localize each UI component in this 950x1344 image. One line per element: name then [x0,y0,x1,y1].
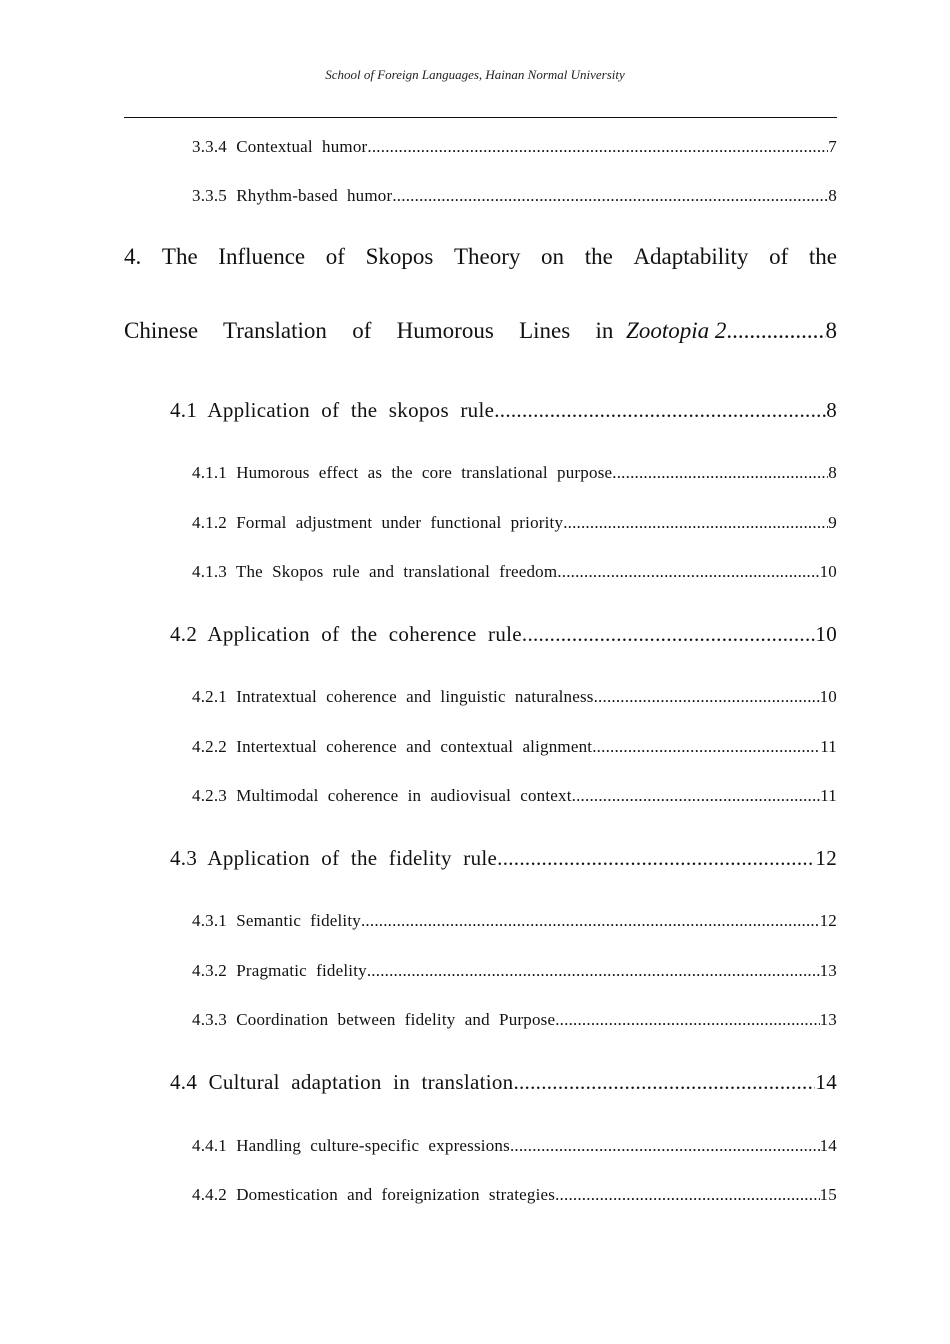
toc-entry-label: 4.4 Cultural adaptation in translation [170,1070,514,1094]
toc-entry-label: 4.2 Application of the coherence rule [170,622,522,646]
heading-word: of [325,244,345,269]
toc-entry-label: Chinese Translation of Humorous Lines in [124,318,627,343]
dot-leader [572,786,821,806]
toc-entry-page: 8 [828,186,837,205]
dot-leader [367,137,828,157]
dot-leader [494,398,826,423]
toc-entry-4-3[interactable] [170,846,837,871]
film-title: Zootopia 2 [626,318,727,343]
toc-entry-label: 4.3 Application of the fidelity rule [170,846,498,870]
dot-leader [555,1010,819,1030]
toc-entry-4-4[interactable] [170,1070,837,1095]
dot-leader [592,737,820,757]
toc-entry-4-3-3[interactable] [192,1010,837,1030]
toc-entry-label: 4.3.2 Pragmatic fidelity [192,961,367,980]
toc-entry-label: 3.3.5 Rhythm-based humor [192,186,393,205]
dot-leader [510,1136,820,1156]
dot-leader [612,463,828,483]
toc-entry-page: 12 [819,911,837,930]
dot-leader [726,318,825,344]
toc-entry-label: 4.2.3 Multimodal coherence in audiovisual context [192,786,572,805]
dot-leader [361,911,820,931]
heading-word: Adaptability [633,244,749,269]
heading-word: the [584,244,613,269]
toc-entry-4-2-1[interactable] [192,687,837,707]
heading-word: Theory [453,244,521,269]
toc-chapter-4-line2[interactable] [124,318,837,344]
dot-leader [497,846,815,871]
toc-entry-page: 7 [828,137,837,156]
toc-entry-4-3-2[interactable] [192,961,837,981]
toc-entry-4-2-2[interactable] [192,737,837,757]
toc-entry-page: 15 [819,1185,837,1204]
toc-entry-3-3-5[interactable] [192,186,837,206]
dot-leader [367,961,820,981]
toc-entry-4-1[interactable] [170,398,837,423]
heading-word: of [769,244,789,269]
heading-word: on [541,244,565,269]
toc-entry-label: 4.1.3 The Skopos rule and translational freedom [192,562,558,581]
toc-entry-page: 10 [819,687,837,706]
toc-entry-page: 10 [815,622,837,646]
toc-entry-4-1-1[interactable] [192,463,837,483]
dot-leader [563,513,828,533]
toc-entry-page: 11 [820,786,837,805]
toc-entry-page: 14 [815,1070,837,1094]
toc-entry-page: 11 [820,737,837,756]
running-header: School of Foreign Languages, Hainan Normal University [325,67,625,82]
toc-chapter-4-line1[interactable] [124,244,837,270]
toc-entry-4-1-3[interactable] [192,562,837,582]
toc-entry-page: 13 [819,1010,837,1029]
toc-entry-3-3-4[interactable] [192,137,837,157]
toc-entry-label: 4.1 Application of the skopos rule [170,398,495,422]
toc-entry-label: 4.4.2 Domestication and foreignization strategies [192,1185,556,1204]
toc-entry-label: 4.1.1 Humorous effect as the core translational purpose [192,463,613,482]
heading-word: Influence [218,244,306,269]
heading-word: Skopos [365,244,434,269]
toc-entry-4-4-2[interactable] [192,1185,837,1205]
toc-entry-page: 13 [819,961,837,980]
dot-leader [555,1185,820,1205]
dot-leader [392,186,828,206]
toc-entry-page: 8 [825,318,837,343]
toc-entry-label: 4.2.1 Intratextual coherence and linguistic naturalness [192,687,594,706]
toc-entry-page: 10 [819,562,837,581]
toc-entry-page: 14 [819,1136,837,1155]
heading-word: 4. [124,244,142,269]
toc-entry-4-1-2[interactable] [192,513,837,533]
toc-entry-page: 8 [826,398,837,422]
toc-entry-label: 4.2.2 Intertextual coherence and contextual alignment [192,737,593,756]
toc-entry-label: 4.3.1 Semantic fidelity [192,911,361,930]
toc-entry-page: 8 [828,463,837,482]
heading-word: The [161,244,198,269]
dot-leader [522,622,816,647]
dot-leader [557,562,819,582]
toc-entry-label: 4.1.2 Formal adjustment under functional priority [192,513,564,532]
header-rule [124,117,837,118]
toc-entry-page: 12 [815,846,837,870]
toc-entry-label: 3.3.4 Contextual humor [192,137,368,156]
dot-leader [594,687,820,707]
toc-entry-label: 4.4.1 Handling culture-specific expressions [192,1136,510,1155]
toc-entry-page: 9 [828,513,837,532]
toc-entry-label: 4.3.3 Coordination between fidelity and Purpose [192,1010,556,1029]
dot-leader [513,1070,815,1095]
toc-entry-4-2[interactable] [170,622,837,647]
toc-entry-4-2-3[interactable] [192,786,837,806]
toc-entry-4-4-1[interactable] [192,1136,837,1156]
toc-entry-4-3-1[interactable] [192,911,837,931]
heading-word: the [808,244,837,269]
